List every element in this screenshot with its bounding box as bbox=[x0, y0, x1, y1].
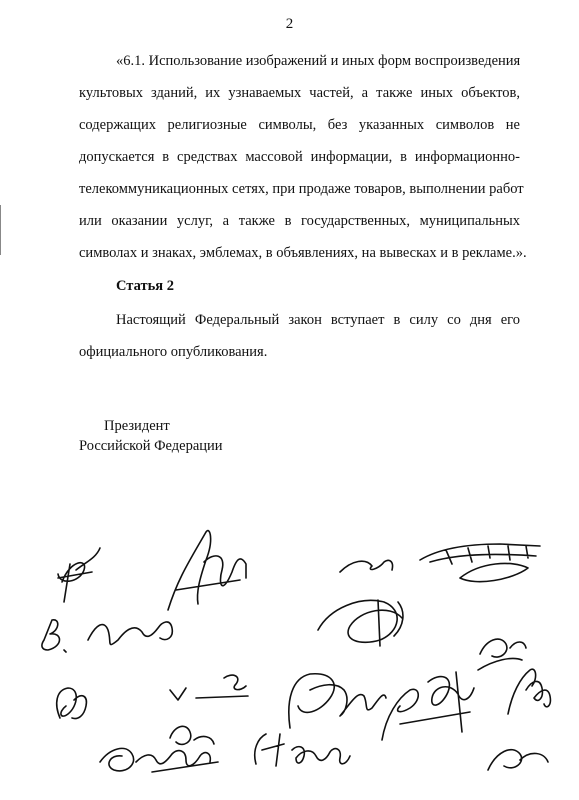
paragraph-line: или оказании услуг, а также в государственных, муниципальных bbox=[79, 213, 520, 229]
signatory-title: Президент bbox=[104, 418, 170, 434]
scan-edge-mark bbox=[0, 205, 1, 255]
signature-13 bbox=[170, 726, 214, 744]
paragraph-line: «6.1. Использование изображений и иных форм воспроизведения bbox=[116, 53, 521, 69]
handwritten-signatures bbox=[0, 500, 579, 800]
signature-14 bbox=[255, 734, 350, 766]
signature-9 bbox=[478, 639, 526, 670]
page-number: 2 bbox=[285, 16, 294, 32]
signature-3 bbox=[42, 620, 172, 652]
article-text-line: Настоящий Федеральный закон вступает в силу со дня его bbox=[116, 312, 520, 328]
signature-10 bbox=[508, 669, 550, 714]
signature-6 bbox=[170, 675, 248, 700]
signature-7 bbox=[289, 674, 386, 728]
signature-2 bbox=[168, 531, 246, 610]
paragraph-line: допускается в средствах массовой информации, в информационно- bbox=[79, 149, 520, 165]
signature-15 bbox=[488, 750, 548, 770]
paragraph-line: символах и знаках, эмблемах, в объявлениях, на вывесках и в рекламе.». bbox=[79, 245, 527, 261]
paragraph-line: содержащих религиозные символы, без указанных символов не bbox=[79, 117, 520, 133]
signature-8 bbox=[382, 672, 474, 740]
paragraph-line: культовых зданий, их узнаваемых частей, а также иных объектов, bbox=[79, 85, 520, 101]
signature-1 bbox=[58, 548, 100, 602]
signatory-organization: Российской Федерации bbox=[79, 438, 223, 454]
signature-12 bbox=[100, 748, 218, 772]
signature-4 bbox=[340, 544, 540, 582]
signature-5 bbox=[318, 600, 403, 646]
article-text-line: официального опубликования. bbox=[79, 344, 268, 360]
article-heading: Статья 2 bbox=[116, 278, 174, 294]
paragraph-line: телекоммуникационных сетях, при продаже товаров, выполнении работ bbox=[79, 181, 524, 197]
signature-11 bbox=[57, 688, 87, 719]
